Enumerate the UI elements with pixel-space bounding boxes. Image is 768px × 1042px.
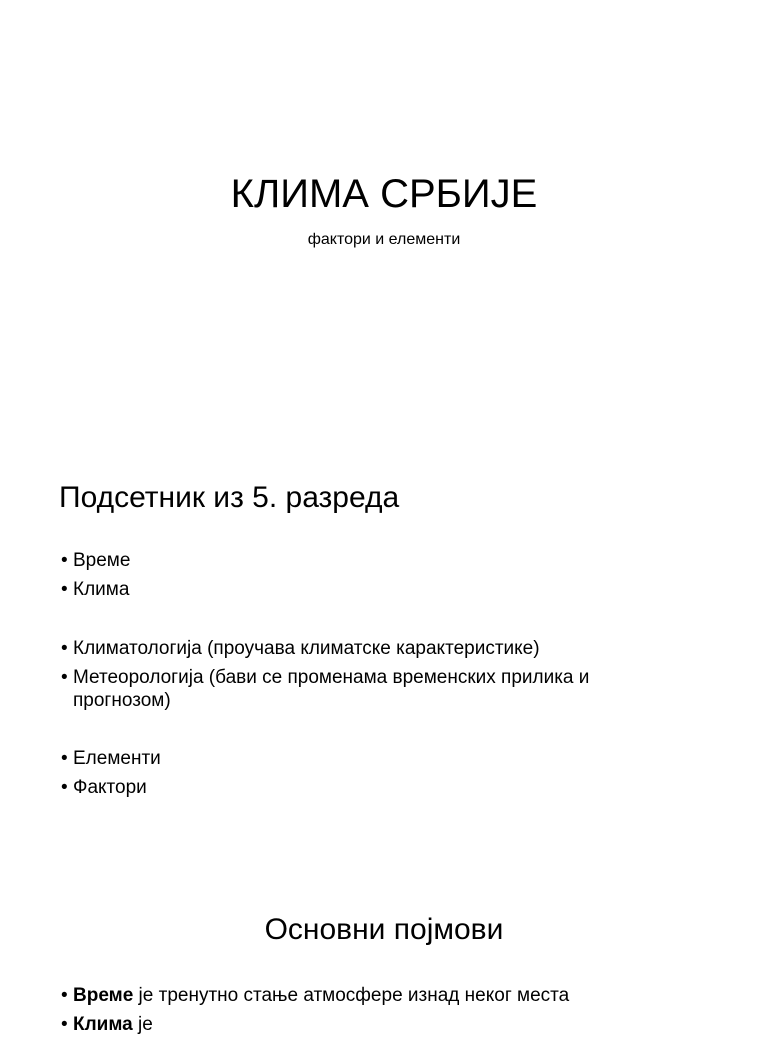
bullet-list xyxy=(61,984,681,1042)
bullet-marker: • xyxy=(61,579,68,600)
bullet-marker: • xyxy=(61,550,68,571)
bullet-marker: • xyxy=(61,667,68,688)
bullet-marker: • xyxy=(61,1014,68,1035)
bullet-marker: • xyxy=(61,748,68,769)
bullet-marker: • xyxy=(61,638,68,659)
list-item xyxy=(61,1013,681,1036)
term-definition: је xyxy=(132,1014,153,1035)
list-item xyxy=(61,776,681,799)
list-item-text: Елементи xyxy=(73,748,161,769)
list-item xyxy=(61,578,681,601)
bullet-marker: • xyxy=(61,985,68,1006)
presentation-subtitle: фактори и елементи xyxy=(307,231,461,248)
term-bold: Време xyxy=(73,985,134,1006)
term-bold: Клима xyxy=(73,1014,133,1035)
list-item-text: Време xyxy=(73,550,131,571)
list-item xyxy=(61,637,681,660)
list-item xyxy=(61,549,681,572)
bullet-marker: • xyxy=(61,777,68,798)
list-item xyxy=(61,747,681,770)
slide-heading: Основни појмови xyxy=(264,913,504,946)
list-item xyxy=(61,666,681,712)
slide-basic-terms xyxy=(0,864,768,1035)
bullet-list xyxy=(61,637,681,718)
term-definition: је тренутно стање атмосфере изнад неког места xyxy=(133,985,570,1006)
list-item-text: Фактори xyxy=(73,777,147,798)
bullet-list xyxy=(61,747,681,805)
slide-heading: Подсетник из 5. разреда xyxy=(59,481,400,514)
slide-reminder xyxy=(0,432,768,864)
presentation-title: КЛИМА СРБИЈЕ xyxy=(230,172,538,216)
list-item-text: Метеорологија (бави се променама временских прилика и прогнозом) xyxy=(73,667,590,711)
list-item xyxy=(61,984,681,1007)
list-item-text: Клима xyxy=(73,579,130,600)
bullet-list xyxy=(61,549,681,607)
list-item-text: Климатологија (проучава климатске карактеристике) xyxy=(73,638,540,659)
slide-title xyxy=(0,0,768,432)
